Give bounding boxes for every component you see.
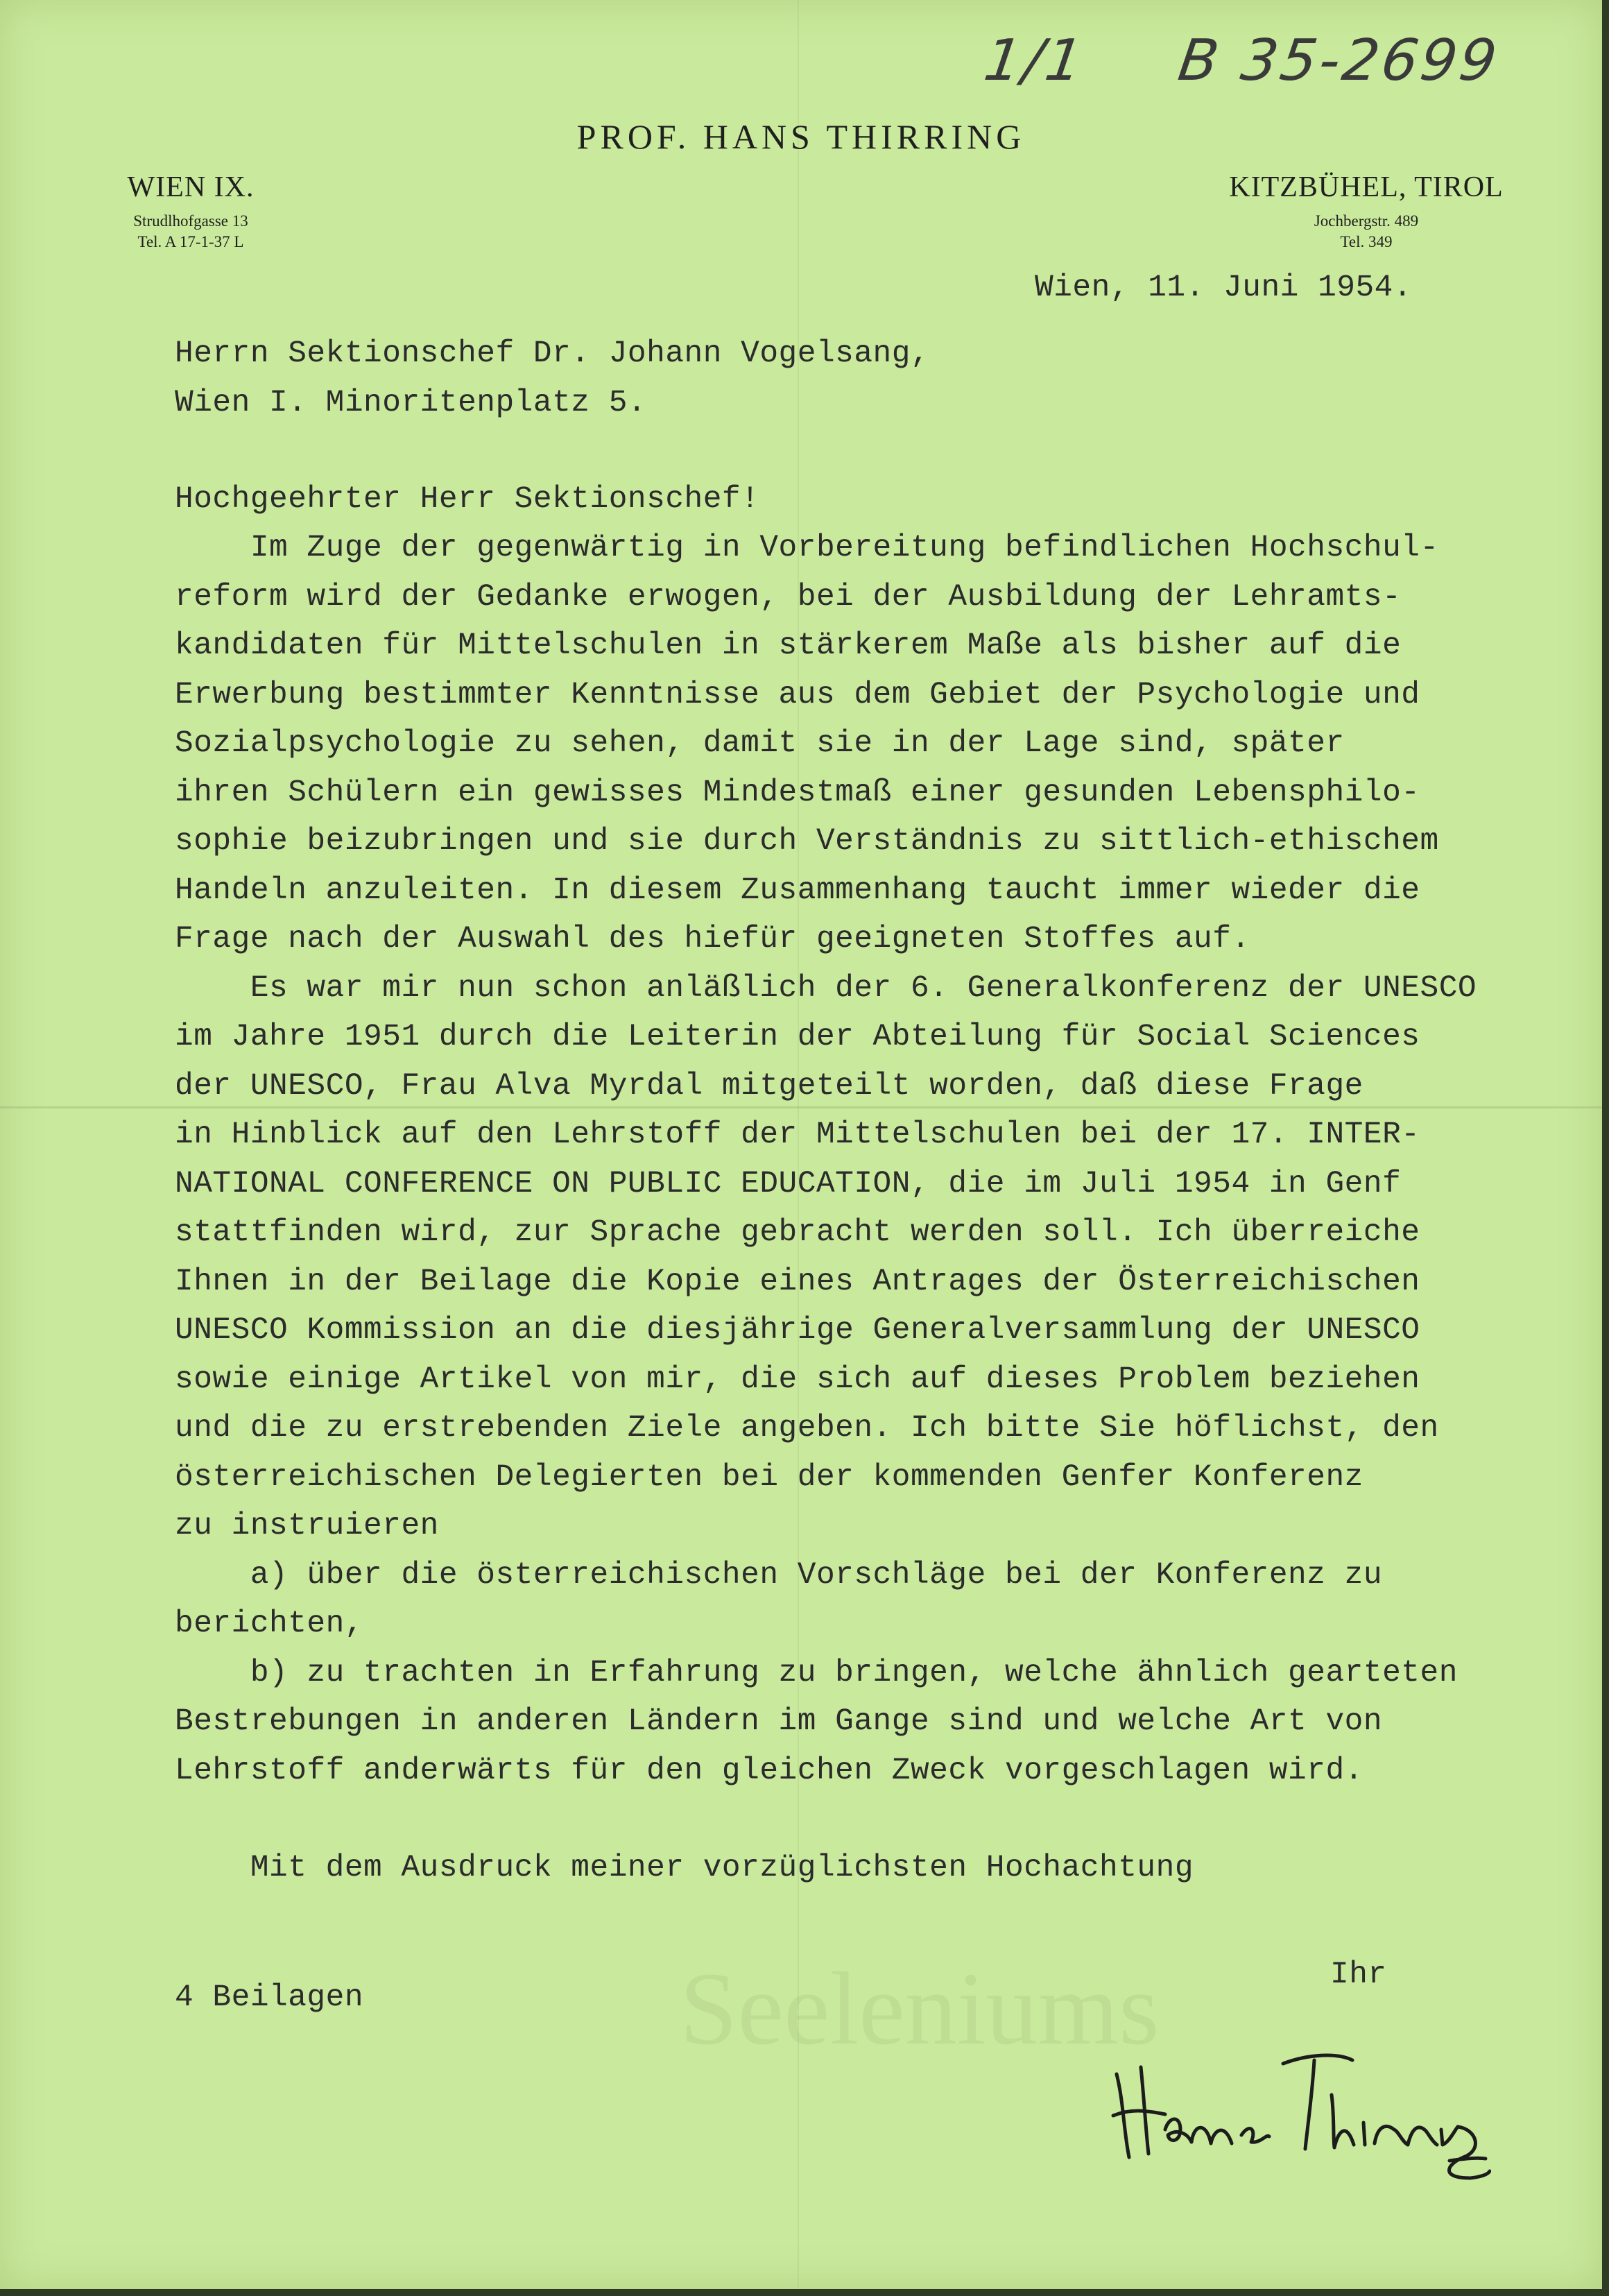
- body-line: b) zu trachten in Erfahrung zu bringen, welche ähnlich gearteten: [175, 1656, 1458, 1690]
- body-line: im Jahre 1951 durch die Leiterin der Abteilung für Social Sciences: [175, 1020, 1420, 1054]
- recipient-line: Wien I. Minoritenplatz 5.: [175, 386, 647, 420]
- body-line: Es war mir nun schon anläßlich der 6. Generalkonferenz der UNESCO: [175, 971, 1477, 1006]
- body-line: NATIONAL CONFERENCE ON PUBLIC EDUCATION, die im Juli 1954 in Genf: [175, 1167, 1402, 1201]
- body-line: UNESCO Kommission an die diesjährige Generalversammlung der UNESCO: [175, 1313, 1420, 1348]
- body-line: der UNESCO, Frau Alva Myrdal mitgeteilt worden, daß diese Frage: [175, 1069, 1363, 1104]
- address-street: Strudlhofgasse 13: [133, 212, 248, 230]
- letterhead-address-kitzbuehel: [1224, 171, 1508, 252]
- recipient-line: Herrn Sektionschef Dr. Johann Vogelsang,: [175, 336, 930, 371]
- body-line: Sozialpsychologie zu sehen, damit sie in der Lage sind, später: [175, 726, 1345, 761]
- bleed-through-ghost: Seeleniums: [680, 1951, 1160, 2066]
- body-line: Lehrstoff anderwärts für den gleichen Zweck vorgeschlagen wird.: [175, 1754, 1363, 1788]
- letterhead-address-vienna: [104, 171, 277, 252]
- salutation: Hochgeehrter Herr Sektionschef!: [175, 482, 760, 517]
- body-line: reform wird der Gedanke erwogen, bei der Ausbildung der Lehramts-: [175, 580, 1402, 615]
- closing-line: Mit dem Ausdruck meiner vorzüglichsten Hochachtung: [175, 1851, 1194, 1885]
- body-line: sophie beizubringen und sie durch Verständnis zu sittlich-ethischem: [175, 824, 1439, 859]
- address-city: KITZBÜHEL, TIROL: [1229, 171, 1504, 203]
- letterhead-name: PROF. HANS THIRRING: [576, 117, 1026, 156]
- address-phone: Tel. 349: [1340, 233, 1393, 250]
- body-line: Erwerbung bestimmter Kenntnisse aus dem Gebiet der Psychologie und: [175, 678, 1420, 712]
- body-line: Bestrebungen in anderen Ländern im Gange sind und welche Art von: [175, 1704, 1383, 1739]
- body-line: ihren Schülern ein gewisses Mindestmaß einer gesunden Lebensphilo-: [175, 776, 1420, 810]
- closing-ihr: Ihr: [1330, 1957, 1387, 1992]
- address-phone: Tel. A 17-1-37 L: [137, 233, 244, 250]
- archive-number-left: 1/1: [980, 28, 1090, 94]
- handwritten-signature: [1103, 2025, 1491, 2185]
- body-line: österreichischen Delegierten bei der kommenden Genfer Konferenz: [175, 1460, 1363, 1495]
- body-line: Im Zuge der gegenwärtig in Vorbereitung befindlichen Hochschul-: [175, 531, 1439, 565]
- address-street: Jochbergstr. 489: [1314, 212, 1419, 230]
- body-line: in Hinblick auf den Lehrstoff der Mittelschulen bei der 17. INTER-: [175, 1117, 1420, 1152]
- body-line: zu instruieren: [175, 1509, 439, 1543]
- letter-date: Wien, 11. Juni 1954.: [1035, 271, 1413, 305]
- body-line: Ihnen in der Beilage die Kopie eines Antrages der Österreichischen: [175, 1265, 1420, 1299]
- body-line: stattfinden wird, zur Sprache gebracht werden soll. Ich überreiche: [175, 1215, 1420, 1250]
- body-line: berichten,: [175, 1607, 364, 1641]
- body-line: Handeln anzuleiten. In diesem Zusammenhang taucht immer wieder die: [175, 873, 1420, 908]
- body-line: sowie einige Artikel von mir, die sich auf dieses Problem beziehen: [175, 1362, 1420, 1397]
- paper-fold-line: [0, 1106, 1602, 1108]
- archive-number-right: B 35-2699: [1174, 28, 1504, 94]
- enclosures-note: 4 Beilagen: [175, 1980, 364, 2015]
- body-line: Frage nach der Auswahl des hiefür geeigneten Stoffes auf.: [175, 922, 1250, 957]
- body-line: kandidaten für Mittelschulen in stärkerem Maße als bisher auf die: [175, 628, 1402, 663]
- body-line: und die zu erstrebenden Ziele angeben. Ich bitte Sie höflichst, den: [175, 1411, 1439, 1446]
- address-city: WIEN IX.: [127, 171, 255, 203]
- body-line: a) über die österreichischen Vorschläge bei der Konferenz zu: [175, 1558, 1383, 1593]
